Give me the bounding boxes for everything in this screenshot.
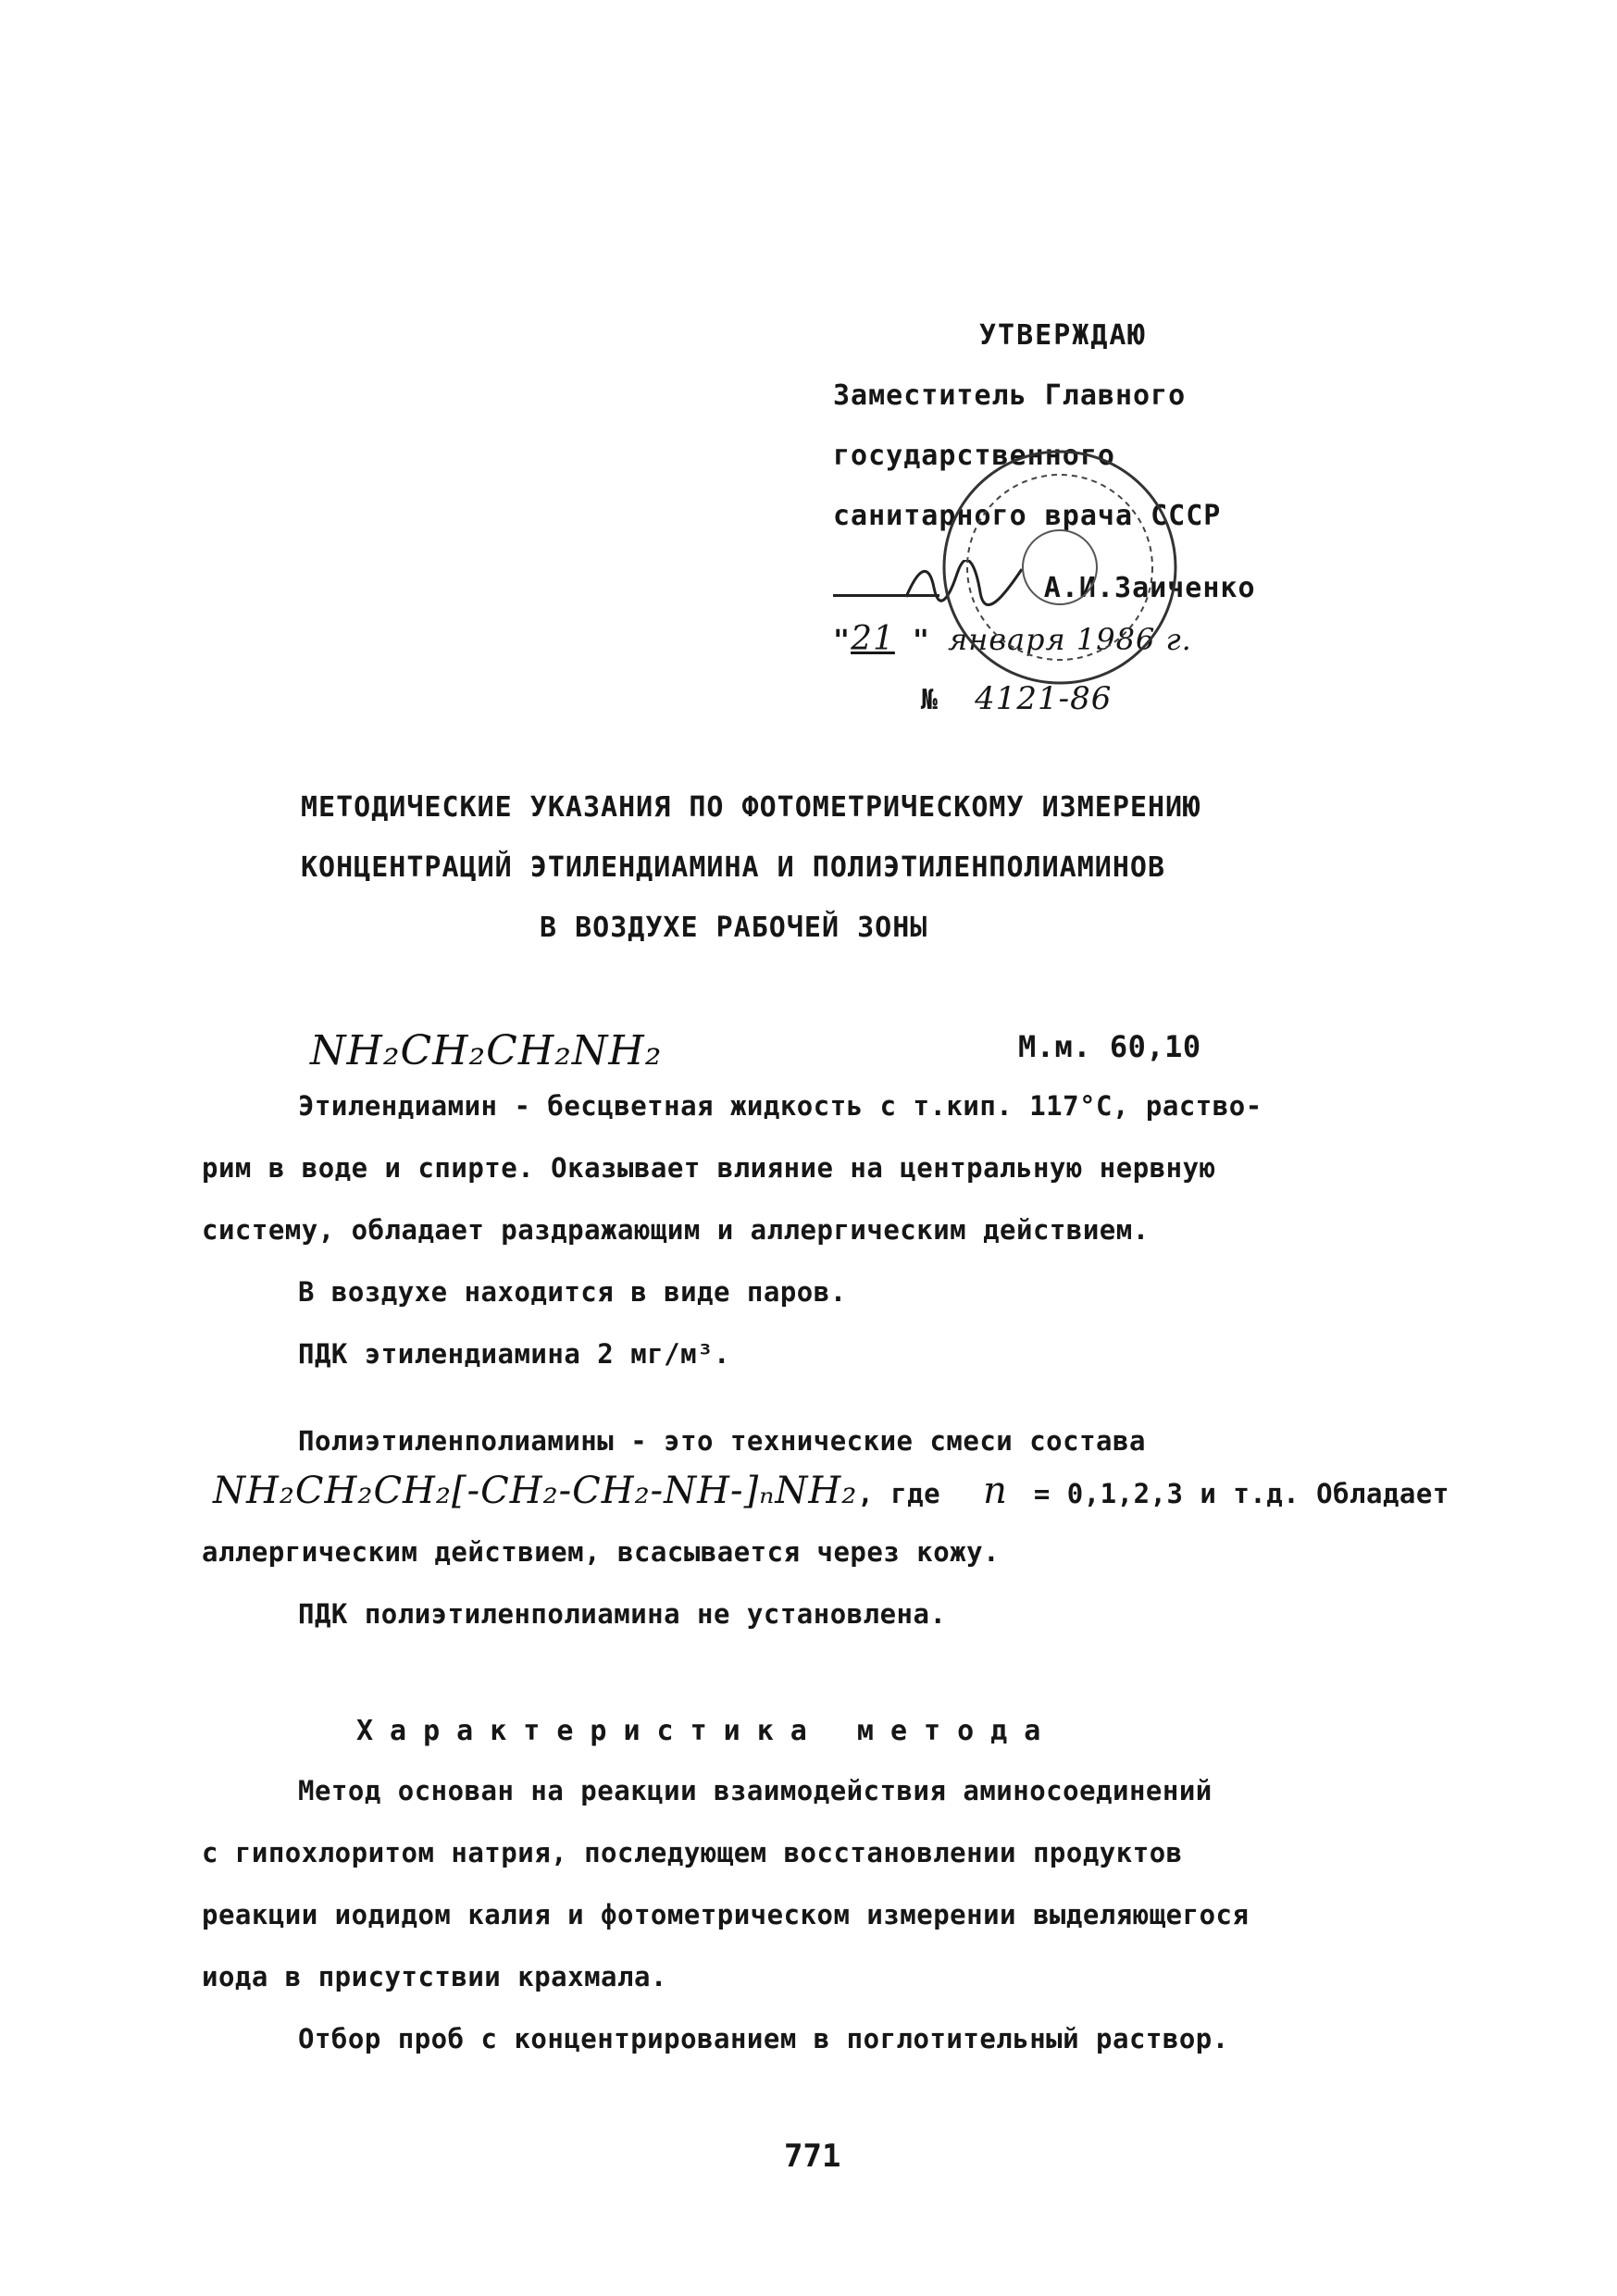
ethylenediamine-p1-line2: рим в воде и спирте. Оказывает влияние на центральную нервную [202, 1152, 1216, 1184]
polyamines-formula-row [213, 1470, 1449, 1512]
approval-position-line3: санитарного врача СССР [833, 500, 1222, 532]
polyamines-where: , где [857, 1478, 941, 1509]
method-line2: с гипохлоритом натрия, последующем восстановлении продуктов [202, 1837, 1183, 1868]
method-heading: Характеристика метода [356, 1715, 1058, 1747]
polyamines-p1: Полиэтиленполиамины - это технические смеси состава [298, 1425, 1146, 1457]
approval-date-rest: января 1986 г. [948, 622, 1192, 657]
title-line1: МЕТОДИЧЕСКИЕ УКАЗАНИЯ ПО ФОТОМЕТРИЧЕСКОМУ ИЗМЕРЕНИЮ [301, 791, 1201, 824]
title-line3: В ВОЗДУХЕ РАБОЧЕЙ ЗОНЫ [540, 912, 928, 944]
approval-signatory: А.И.Заиченко [1043, 572, 1256, 604]
polyamines-n-values: = 0,1,2,3 и т.д. Обладает [1033, 1478, 1449, 1509]
method-line5: Отбор проб с концентрированием в поглотительный раствор. [298, 2023, 1229, 2054]
method-line4: иода в присутствии крахмала. [202, 1961, 667, 1992]
ethylenediamine-p1-line1: Этилендиамин - бесцветная жидкость с т.кип. 117°С, раство- [298, 1090, 1263, 1122]
title-line2: КОНЦЕНТРАЦИЙ ЭТИЛЕНДИАМИНА И ПОЛИЭТИЛЕНПОЛИАМИНОВ [301, 851, 1166, 884]
method-line1: Метод основан на реакции взаимодействия аминосоединений [298, 1775, 1213, 1806]
ethylenediamine-p2: В воздухе находится в виде паров. [298, 1276, 847, 1308]
approval-number-sign: № [921, 684, 939, 716]
polyamines-formula: NH₂CH₂CH₂[-CH₂-CH₂-NH-]ₙNH₂ [213, 1470, 858, 1512]
approval-position-line2: государственного [833, 440, 1115, 472]
approval-position-line1: Заместитель Главного [833, 379, 1187, 412]
polyamines-p3: ПДК полиэтиленполиамина не установлена. [298, 1598, 947, 1630]
round-seal-stamp-icon [935, 442, 1185, 692]
ethylenediamine-p1-line3: систему, обладает раздражающим и аллергическим действием. [202, 1214, 1150, 1246]
ethylenediamine-p3: ПДК этилендиамина 2 мг/м³. [298, 1338, 730, 1370]
method-line3: реакции иодидом калия и фотометрическом измерении выделяющегося [202, 1899, 1250, 1930]
page-number: 771 [784, 2138, 841, 2175]
approval-date-day: 21 [851, 620, 895, 658]
polyamines-n-symbol: n [983, 1470, 1008, 1512]
ethylenediamine-formula: NH₂CH₂CH₂NH₂ [310, 1027, 663, 1074]
polyamines-p2: аллергическим действием, всасывается через кожу. [202, 1536, 1001, 1568]
approval-header: УТВЕРЖДАЮ [979, 319, 1147, 352]
ethylenediamine-molmass: М.м. 60,10 [1018, 1029, 1201, 1064]
approval-date-row: "21 " января 1986 г. [833, 620, 1192, 658]
approval-number: 4121-86 [975, 680, 1113, 717]
